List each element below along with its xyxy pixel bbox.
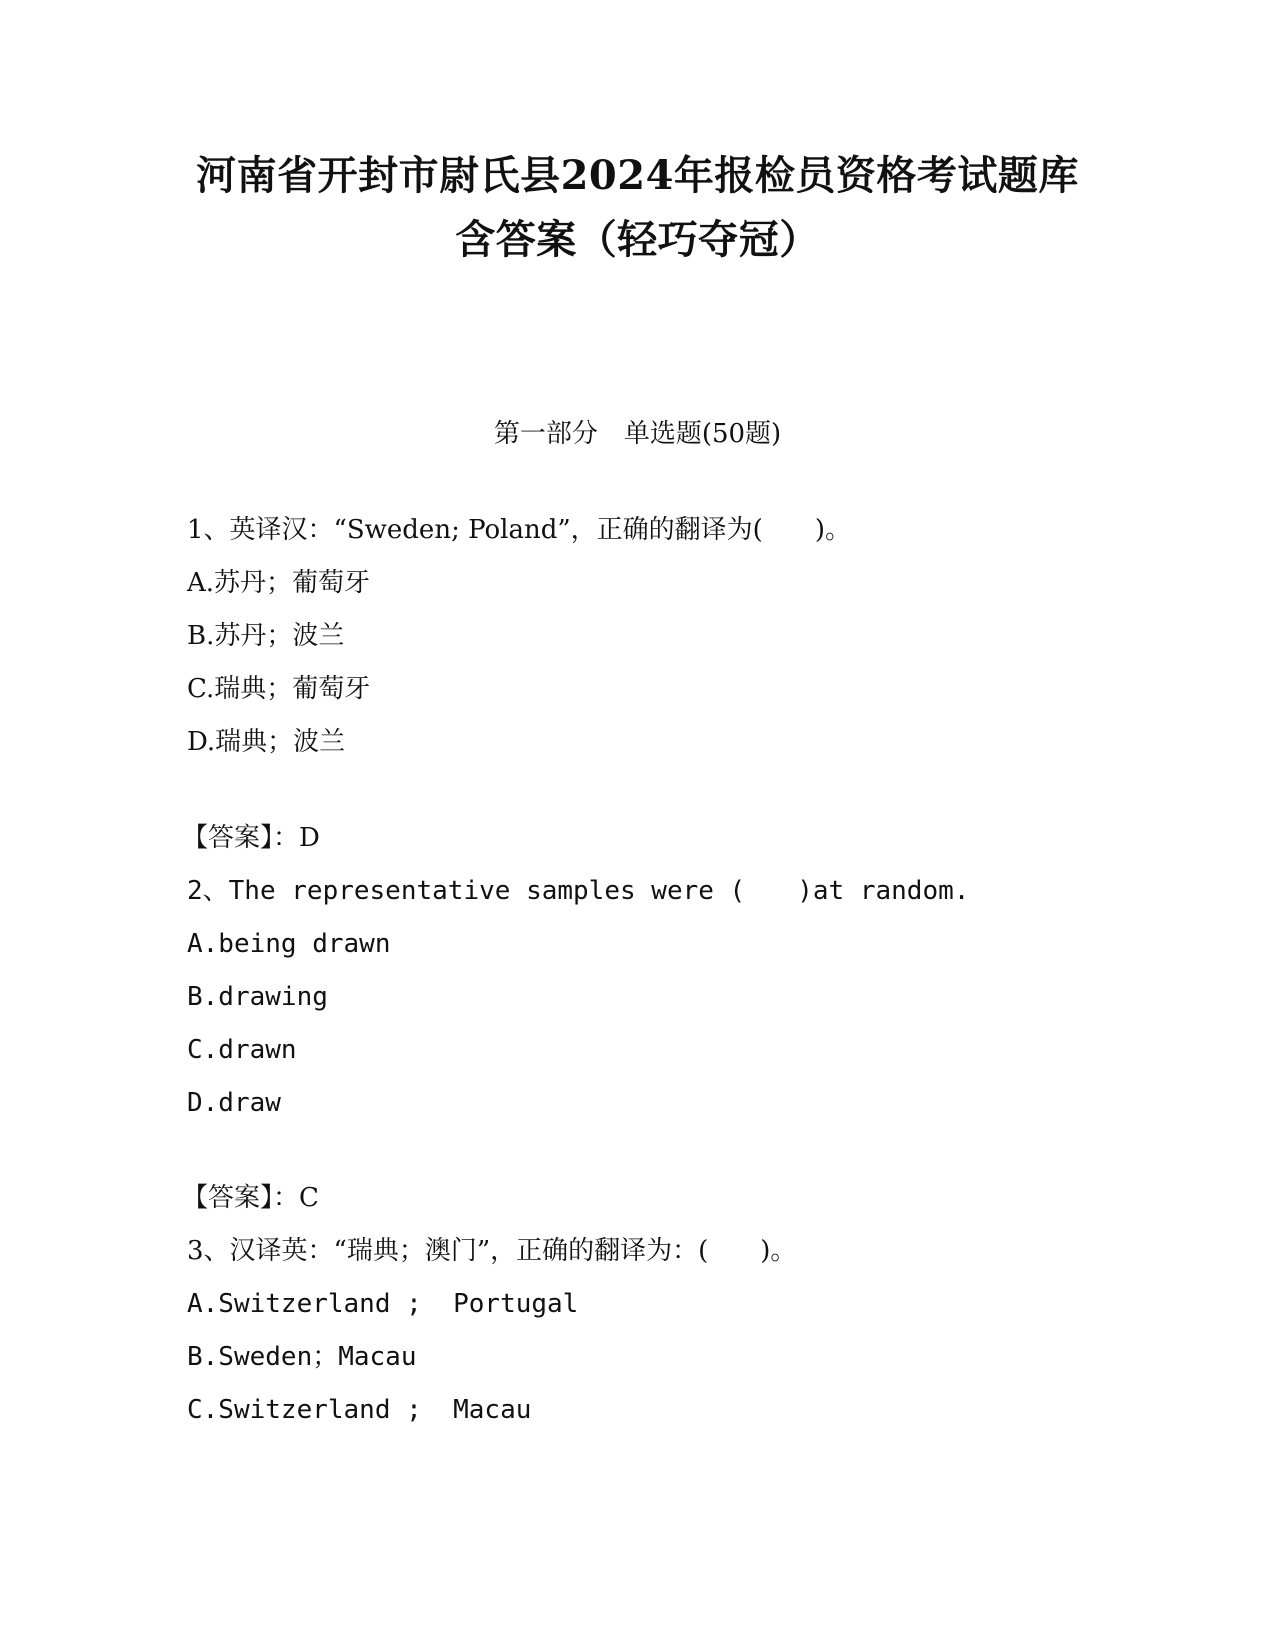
- question-1-answer: 【答案】：D: [182, 823, 320, 853]
- question-3-option-c: C.Switzerland ; Macau: [187, 1395, 532, 1425]
- document-title-line-2: 含答案（轻巧夺冠）: [455, 216, 820, 263]
- question-2-stem: 2、The representative samples were ( )at random.: [187, 876, 970, 906]
- question-2-option-c: C.drawn: [187, 1035, 297, 1065]
- question-1-option-d: D.瑞典；波兰: [187, 727, 346, 757]
- question-1-option-a: A.苏丹；葡萄牙: [187, 568, 371, 598]
- question-2-option-d: D.draw: [187, 1088, 281, 1118]
- question-1-option-b: B.苏丹；波兰: [187, 621, 345, 651]
- question-1-stem: 1、英译汉：“Sweden; Poland”，正确的翻译为( )。: [187, 515, 851, 545]
- question-3-option-a: A.Switzerland ; Portugal: [187, 1289, 579, 1319]
- question-2-answer: 【答案】：C: [182, 1183, 319, 1213]
- question-1-option-c: C.瑞典；葡萄牙: [187, 674, 371, 704]
- document-title-line-1: 河南省开封市尉氏县2024年报检员资格考试题库: [196, 152, 1079, 199]
- question-2-option-b: B.drawing: [187, 982, 328, 1012]
- question-3-stem: 3、汉译英：“瑞典；澳门”，正确的翻译为：( )。: [187, 1236, 797, 1266]
- question-3-option-b: B.Sweden；Macau: [187, 1342, 417, 1372]
- section-heading: 第一部分 单选题(50题): [493, 419, 782, 449]
- question-2-option-a: A.being drawn: [187, 929, 391, 959]
